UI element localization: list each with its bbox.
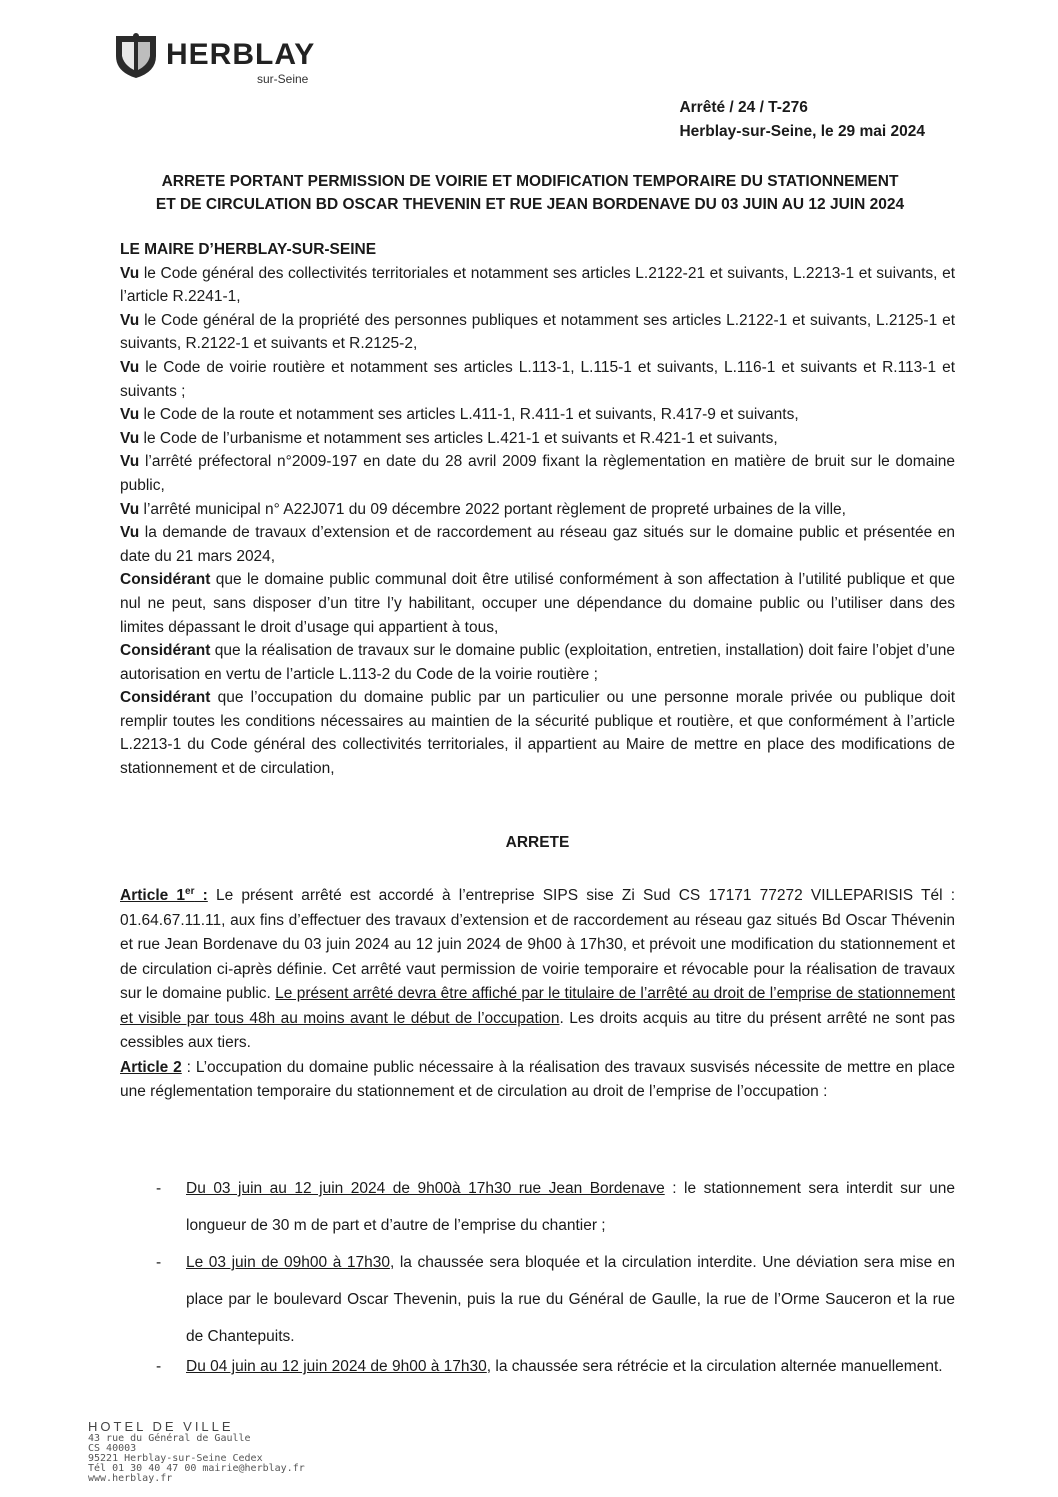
logo-name: HERBLAY [166,38,316,71]
article-1-text: Le présent arrêté est accordé à l’entreprise SIPS sise Zi Sud CS 17171 77272 VILLEPARISIS Tél : 01.64.67.11.11, aux fins d’effectuer des travaux d’extension et de raccordement au réseau gaz situés Bd Oscar Thévenin et rue Jean Bordenave du 03 juin 2024 au 12 juin 2024 de 9h00 à 17h30, et prévoit une modification du stationnement et de circulation ci-après définie. Cet arrêté vaut permission de voirie temporaire et révocable pour la réalisation de travaux sur le domaine public. [120,887,956,1003]
consideration-item: Vu le Code général de la propriété des personnes publiques et notamment ses articles L.2122-1 et suivants, L.2125-1 et suivants, R.2122-1 et suivants et R.2125-2, [120,311,955,353]
article-1 [120,880,955,1056]
article-1-text-end: . Les droits acquis au titre du présent arrêté ne sont pas cessibles aux tiers. [120,1009,955,1052]
consideration-item: Vu le Code général des collectivités territoriales et notamment ses articles L.2122-21 et suivants, L.2213-1 et suivants, et l’article R.2241-1, [120,264,955,306]
title-line-1: ARRETE PORTANT PERMISSION DE VOIRIE ET MODIFICATION TEMPORAIRE DU STATIONNEMENT [161,173,899,190]
herblay-logo [112,26,342,86]
consideration-item: Vu l’arrêté municipal n° A22J071 du 09 décembre 2022 portant règlement de propreté urbaines de la ville, [120,500,846,518]
article-2-text: : L’occupation du domaine public nécessaire à la réalisation des travaux susvisés nécessite de mettre en place une réglementation temporaire du stationnement et de circulation au droit de l’emprise de l’occupation : [120,1058,955,1101]
consideration-item: Considérant que l’occupation du domaine public par un particulier ou une personne morale privée ou publique doit remplir toutes les conditions nécessaires au maintien de la sécurité publique et routière, et que conformément à l’article L.2213-1 du Code général des collectivités territoriales, il appartient au Maire de mettre en place des modifications de stationnement et de circulation, [120,689,955,778]
mayor-heading: LE MAIRE D’HERBLAY-SUR-SEINE [120,241,377,258]
article-2-label: Article 2 [120,1058,182,1076]
consideration-item: Vu la demande de travaux d’extension et de raccordement au réseau gaz situés sur le domaine public et présentée en date du 21 mars 2024, [120,524,955,565]
consideration-item: Vu le Code de voirie routière et notamment ses articles L.113-1, L.115-1 et suivants, L.116-1 et suivants et R.113-1 et suivants ; [120,358,955,400]
list-item: - Du 04 juin au 12 juin 2024 de 9h00 à 17h30, la chaussée sera rétrécie et la circulation alternée manuellement. [156,1358,943,1375]
decree-number: Arrêté / 24 / T-276 [679,99,808,116]
footer-title: HOTEL DE VILLE [88,1419,234,1434]
consideration-item: Vu le Code de l’urbanisme et notamment ses articles L.421-1 et suivants et R.421-1 et suivants, [120,429,778,447]
article-2 [120,1056,955,1105]
preamble [120,238,955,781]
consideration-item: Considérant que la réalisation de travaux sur le domaine public (exploitation, entretien, installation) doit faire l’objet d’une autorisation en vertu de l’article L.113-2 du Code de la voirie routière ; [120,642,955,683]
title-line-2: ET DE CIRCULATION BD OSCAR THEVENIN ET RUE JEAN BORDENAVE DU 03 JUIN AU 12 JUIN 2024 [155,196,905,213]
footer-website: www.herblay.fr [88,1473,173,1484]
consideration-item: Vu le Code de la route et notamment ses articles L.411-1, R.411-1 et suivants, R.417-9 et suivants, [120,406,799,424]
footer-address: 43 rue du Général de Gaulle [88,1433,251,1444]
place-and-date: Herblay-sur-Seine, le 29 mai 2024 [679,123,925,140]
footer-city: 95221 Herblay-sur-Seine Cedex [88,1453,263,1464]
footer-contact: Tél 01 30 40 47 00 mairie@herblay.fr [88,1463,305,1474]
articles [120,880,955,1105]
footer-cs: CS 40003 [88,1443,137,1454]
article-1-label: Article 1er : [120,886,208,905]
decree-title [100,170,960,216]
decree-reference [679,96,925,144]
article-1-notice: Le présent arrêté devra être affiché par le titulaire de l’arrêté au droit de l’emprise de stationnement et visible par tous 48h au moins avant le début de l’occupation [120,985,955,1027]
consideration-item: Vu l’arrêté préfectoral n°2009-197 en date du 28 avril 2009 fixant la règlementation en matière de bruit sur le domaine public, [120,453,955,494]
consideration-item: Considérant que le domaine public communal doit être utilisé conformément à son affectation à l’utilité publique et que nul ne peut, sans disposer d’un titre l’y habilitant, occuper une dépendance du domaine public ou l’utiliser dans des limites dépassant le droit d’usage qui appartient à tous, [120,571,955,636]
arrete-heading: ARRETE [505,834,570,851]
list-item: - Du 03 juin au 12 juin 2024 de 9h00à 17h30 rue Jean Bordenave : le stationnement sera interdit sur une longueur de 30 m de part et d’autre de l’emprise du chantier ; [156,1180,956,1234]
city-hall-footer [88,1420,408,1484]
city-crest-icon [112,30,160,80]
measures-list [120,1170,955,1379]
considerations-list [120,262,955,781]
logo-subtitle: sur-Seine [257,72,309,86]
list-item: - Le 03 juin de 09h00 à 17h30, la chaussée sera bloquée et la circulation interdite. Une déviation sera mise en place par le boulevard Oscar Thevenin, puis la rue du Général de Gaulle, la rue de l’Orme Sauceron et la rue de Chantepuits. [156,1254,956,1345]
